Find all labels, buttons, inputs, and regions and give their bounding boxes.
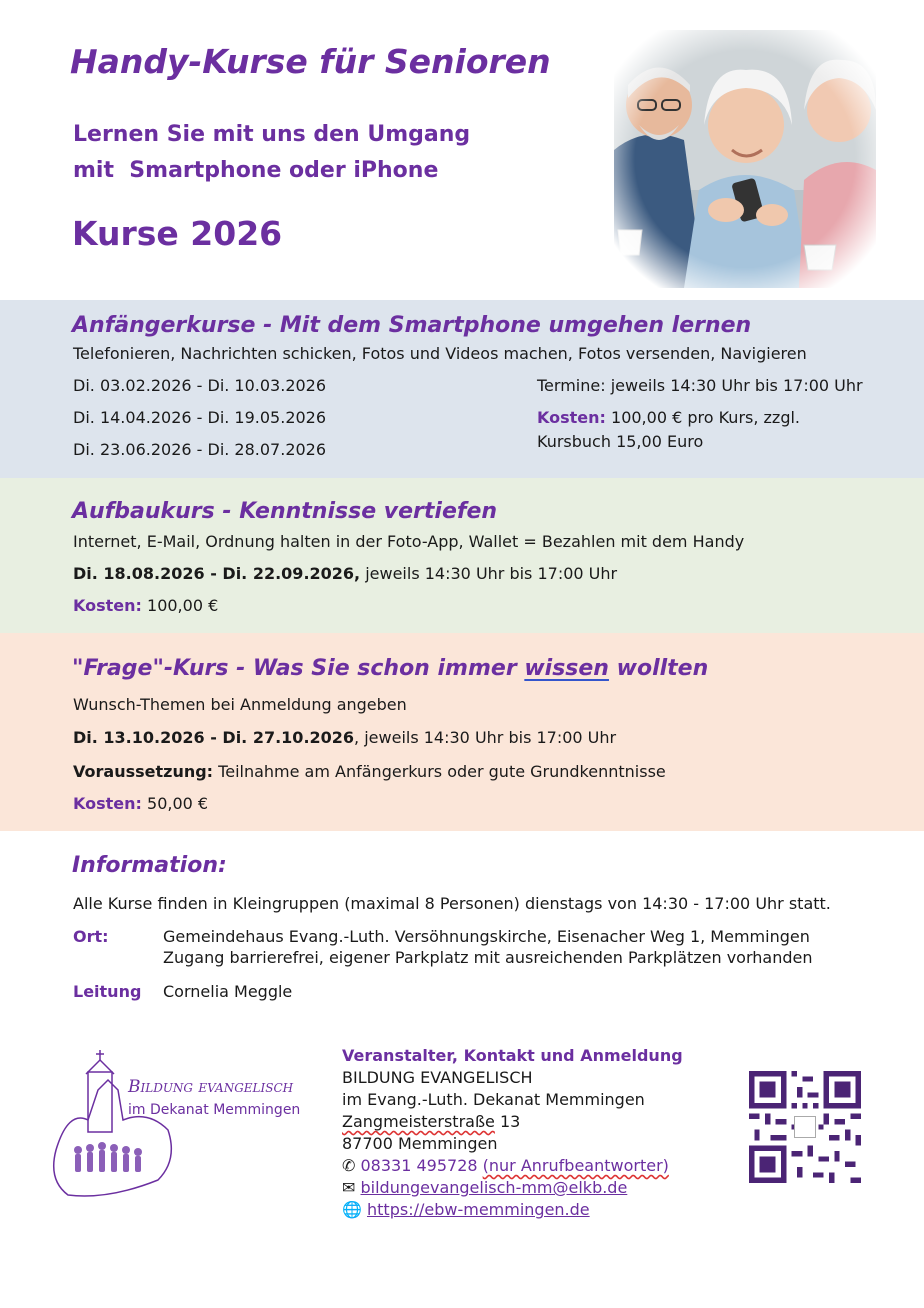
beginner-date-2: Di. 14.04.2026 - Di. 19.05.2026 xyxy=(73,408,327,427)
question-requirement xyxy=(73,762,666,782)
contact-web-row xyxy=(342,1199,683,1221)
seniors-photo xyxy=(614,30,876,288)
requirement-value: Teilnahme am Anfängerkurs oder gute Grundkenntnisse xyxy=(213,762,666,781)
cost-label: Kosten: xyxy=(73,794,142,813)
beginner-cost xyxy=(537,408,800,428)
place-label: Ort: xyxy=(73,927,109,946)
place-line-2: Zugang barrierefrei, eigener Parkplatz mit ausreichenden Parkplätzen vorhanden xyxy=(163,948,813,967)
question-date-range: Di. 13.10.2026 - Di. 27.10.2026 xyxy=(73,728,355,747)
phone-link[interactable]: 08331 495728 xyxy=(360,1156,478,1175)
street-number: 13 xyxy=(494,1112,521,1131)
lead-label: Leitung xyxy=(73,982,142,1001)
place-line-1: Gemeindehaus Evang.-Luth. Versöhnungskirche, Eisenacher Weg 1, Memmingen xyxy=(163,927,810,946)
question-title xyxy=(72,656,708,681)
advanced-date-range: Di. 18.08.2026 - Di. 22.09.2026, xyxy=(73,564,361,583)
advanced-topics: Internet, E-Mail, Ordnung halten in der Foto-App, Wallet = Bezahlen mit dem Handy xyxy=(73,532,745,551)
beginner-date-1: Di. 03.02.2026 - Di. 10.03.2026 xyxy=(73,376,327,395)
globe-icon: 🌐 xyxy=(342,1200,362,1219)
year-heading: Kurse 2026 xyxy=(72,214,283,253)
question-topics: Wunsch-Themen bei Anmeldung angeben xyxy=(73,695,407,714)
contact-org: BILDUNG EVANGELISCH xyxy=(342,1068,533,1087)
contact-phone-row xyxy=(342,1155,683,1177)
contact-city: 87700 Memmingen xyxy=(342,1134,498,1153)
question-cost xyxy=(73,794,208,814)
question-title-keyword: wissen xyxy=(524,656,609,681)
logo-line-2: im Dekanat Memmingen xyxy=(128,1102,301,1118)
logo-line-1: Bildung evangelisch xyxy=(128,1077,294,1097)
info-text: Alle Kurse finden in Kleingruppen (maximal 8 Personen) dienstags von 14:30 - 17:00 Uhr statt. xyxy=(73,894,831,913)
contact-heading: Veranstalter, Kontakt und Anmeldung xyxy=(342,1046,683,1065)
cost-value: 100,00 € pro Kurs, zzgl. xyxy=(611,408,801,427)
beginner-times: Termine: jeweils 14:30 Uhr bis 17:00 Uhr xyxy=(537,376,863,395)
contact-street xyxy=(342,1111,683,1133)
question-time: , jeweils 14:30 Uhr bis 17:00 Uhr xyxy=(354,728,617,747)
question-title-end: wollten xyxy=(608,656,709,681)
web-link[interactable]: https://ebw-memmingen.de xyxy=(367,1200,590,1219)
qr-code[interactable] xyxy=(749,1071,861,1183)
cost-label: Kosten: xyxy=(73,596,142,615)
subtitle-line-2: mit Smartphone oder iPhone xyxy=(73,158,439,183)
email-icon: ✉ xyxy=(342,1178,356,1197)
contact-email-row xyxy=(342,1177,683,1199)
advanced-title: Aufbaukurs - Kenntnisse vertiefen xyxy=(72,499,498,524)
phone-note: (nur Anrufbeantworter) xyxy=(482,1156,669,1175)
beginner-cost-book: Kursbuch 15,00 Euro xyxy=(537,432,704,451)
phone-icon: ✆ xyxy=(342,1156,356,1175)
street-name: Zangmeisterstraße xyxy=(342,1112,495,1131)
advanced-cost xyxy=(73,596,218,616)
church-logo-icon xyxy=(48,1050,328,1200)
contact-block xyxy=(342,1045,683,1221)
beginner-title: Anfängerkurse - Mit dem Smartphone umgehen lernen xyxy=(72,313,752,338)
page-title: Handy-Kurse für Senioren xyxy=(70,42,551,81)
cost-value: 50,00 € xyxy=(147,794,209,813)
contact-org-2: im Evang.-Luth. Dekanat Memmingen xyxy=(342,1090,645,1109)
info-title: Information: xyxy=(72,853,227,878)
cost-label: Kosten: xyxy=(537,408,606,427)
email-link[interactable]: bildungevangelisch-mm@elkb.de xyxy=(360,1178,628,1197)
lead-value: Cornelia Meggle xyxy=(163,982,293,1001)
question-title-start: "Frage"-Kurs - Was Sie schon immer xyxy=(72,656,525,681)
advanced-time: jeweils 14:30 Uhr bis 17:00 Uhr xyxy=(360,564,618,583)
subtitle xyxy=(73,117,470,189)
beginner-topics: Telefonieren, Nachrichten schicken, Fotos und Videos machen, Fotos versenden, Navigieren xyxy=(73,344,807,363)
subtitle-line-1: Lernen Sie mit uns den Umgang xyxy=(73,122,471,147)
advanced-date xyxy=(73,564,617,584)
beginner-date-3: Di. 23.06.2026 - Di. 28.07.2026 xyxy=(73,440,327,459)
question-date xyxy=(73,728,616,748)
cost-value: 100,00 € xyxy=(147,596,219,615)
requirement-label: Voraussetzung: xyxy=(73,762,214,781)
